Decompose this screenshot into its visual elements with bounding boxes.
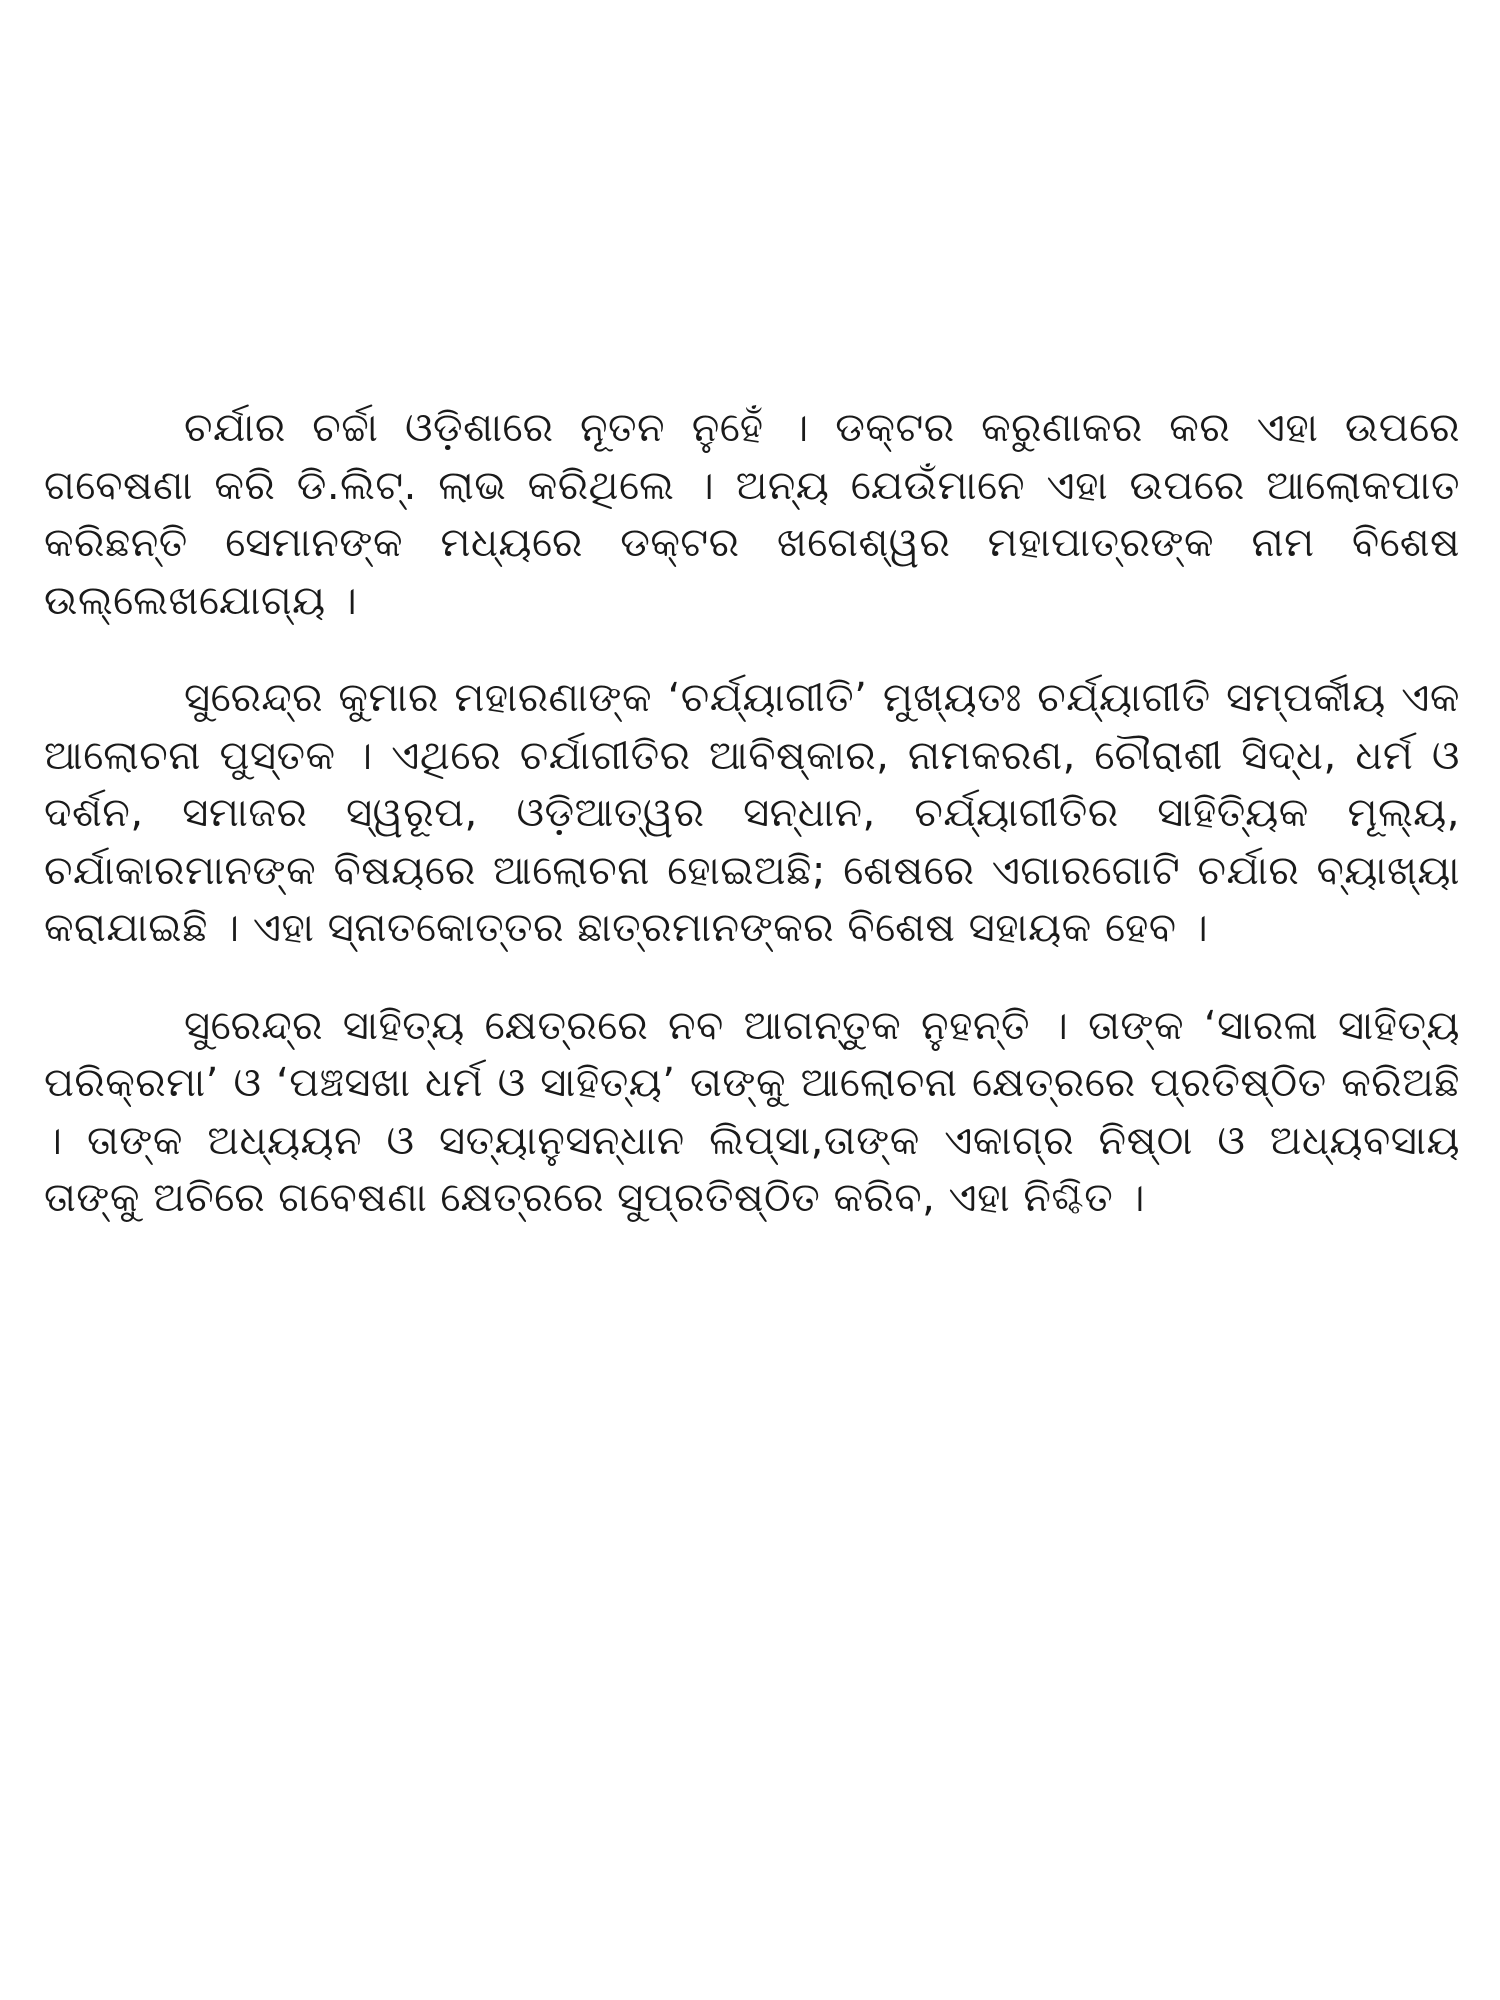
paragraph-author-praise: ସୁରେନ୍ଦ୍ର ସାହିତ୍ୟ କ୍ଷେତ୍ରରେ ନବ ଆଗନ୍ତୁକ ନୁହନ୍ତି । ତାଙ୍କ ‘ସାରଳା ସାହିତ୍ୟ ପରିକ୍ରମା’ ଓ ‘ପଞ୍ଚସଖା ଧର୍ମ ଓ ସାହିତ୍ୟ’ ତାଙ୍କୁ ଆଲୋଚନା କ୍ଷେତ୍ରରେ ପ୍ରତିଷ୍ଠିତ କରିଅଛି । ତାଙ୍କ ଅଧ୍ୟୟନ ଓ ସତ୍ୟାନୁସନ୍ଧାନ ଲିପ୍‌ସା,ତାଙ୍କ ଏକାଗ୍ର ନିଷ୍ଠା ଓ ଅଧ୍ୟବସାୟ ତାଙ୍କୁ ଅଚିରେ ଗବେଷଣା କ୍ଷେତ୍ରରେ ସୁପ୍ରତିଷ୍ଠିତ କରିବ, ଏହା ନିଶ୍ଚିତ । <box>44 1002 1460 1221</box>
paragraph-book-summary: ସୁରେନ୍ଦ୍ର କୁମାର ମହାରଣାଙ୍କ ‘ଚର୍ଯ୍ୟାଗୀତି’ ମୁଖ୍ୟତଃ ଚର୍ଯ୍ୟାଗୀତି ସମ୍ପର୍କୀୟ ଏକ ଆଲୋଚନା ପୁସ୍ତକ । ଏଥିରେ ଚର୍ଯାଗୀତିର ଆବିଷ୍କାର, ନାମକରଣ, ଚୌରାଶୀ ସିଦ୍ଧ, ଧର୍ମ ଓ ଦର୍ଶନ, ସମାଜର ସ୍ୱରୂପ, ଓଡ଼ିଆତ୍ୱର ସନ୍ଧାନ, ଚର୍ଯ୍ୟାଗୀତିର ସାହିତ୍ୟିକ ମୂଲ୍ୟ, ଚର୍ଯାକାରମାନଙ୍କ ବିଷୟରେ ଆଲୋଚନା ହୋଇଅଛି; ଶେଷରେ ଏଗାରଗୋଟି ଚର୍ଯାର ବ୍ୟାଖ୍ୟା କରାଯାଇଛି । ଏହା ସ୍ନାତକୋତ୍ତର ଛାତ୍ରମାନଙ୍କର ବିଶେଷ ସହାୟକ ହେବ । <box>44 675 1460 951</box>
document-body <box>44 400 1460 1268</box>
paragraph-charya-study-history: ଚର୍ଯାର ଚର୍ଚ୍ଚା ଓଡ଼ିଶାରେ ନୂତନ ନୁହେଁ । ଡକ୍ଟର କରୁଣାକର କର ଏହା ଉପରେ ଗବେଷଣା କରି ଡି.ଲିଟ୍. ଲାଭ କରିଥିଲେ । ଅନ୍ୟ ଯେଉଁମାନେ ଏହା ଉପରେ ଆଲୋକପାତ କରିଛନ୍ତି ସେମାନଙ୍କ ମଧ୍ୟରେ ଡକ୍ଟର ଖଗେଶ୍ୱର ମହାପାତ୍ରଙ୍କ ନାମ ବିଶେଷ ଉଲ୍ଲେଖଯୋଗ୍ୟ । <box>44 405 1460 624</box>
